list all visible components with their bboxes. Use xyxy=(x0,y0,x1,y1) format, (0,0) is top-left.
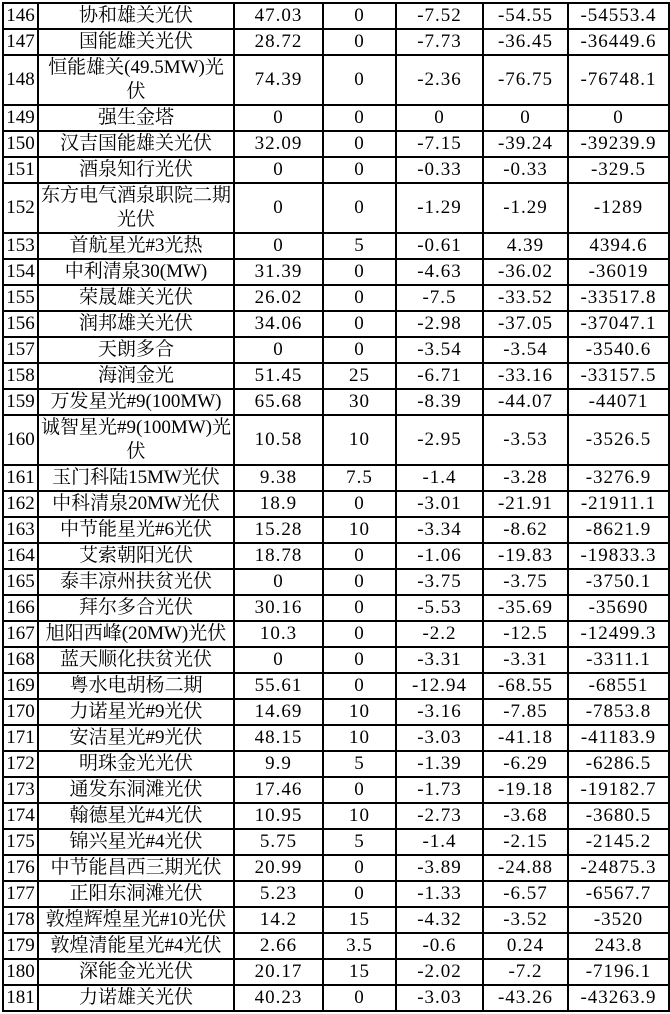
table-body xyxy=(3,3,669,1011)
value-cell: 0 xyxy=(323,285,396,311)
value-cell: -7.5 xyxy=(396,285,483,311)
value-cell: -3.53 xyxy=(483,415,568,465)
value-cell: 0 xyxy=(323,157,396,183)
row-number-cell: 167 xyxy=(3,621,38,647)
value-cell: 17.46 xyxy=(234,777,323,803)
value-cell: 26.02 xyxy=(234,285,323,311)
table-row xyxy=(3,3,669,29)
value-cell: 0 xyxy=(323,55,396,105)
value-cell: 30.16 xyxy=(234,595,323,621)
value-cell: 0 xyxy=(323,259,396,285)
value-cell: 47.03 xyxy=(234,3,323,29)
value-cell: 0 xyxy=(323,183,396,233)
value-cell: -33.16 xyxy=(483,363,568,389)
value-cell: -43.26 xyxy=(483,985,568,1011)
value-cell: 4.39 xyxy=(483,233,568,259)
value-cell: -1.4 xyxy=(396,465,483,491)
value-cell: -3750.1 xyxy=(568,569,669,595)
value-cell: -2.2 xyxy=(396,621,483,647)
table-row xyxy=(3,337,669,363)
value-cell: 0 xyxy=(323,647,396,673)
station-name-cell: 海润金光 xyxy=(38,363,234,389)
row-number-cell: 181 xyxy=(3,985,38,1011)
value-cell: 15.28 xyxy=(234,517,323,543)
table-row xyxy=(3,673,669,699)
station-name-cell: 汉吉国能雄关光伏 xyxy=(38,131,234,157)
value-cell: -6.29 xyxy=(483,751,568,777)
station-name-cell: 明珠金光光伏 xyxy=(38,751,234,777)
value-cell: -68551 xyxy=(568,673,669,699)
value-cell: -1.73 xyxy=(396,777,483,803)
value-cell: -2.36 xyxy=(396,55,483,105)
value-cell: -0.33 xyxy=(396,157,483,183)
table-row xyxy=(3,543,669,569)
value-cell: -36.02 xyxy=(483,259,568,285)
station-name-cell: 力诺星光#9光伏 xyxy=(38,699,234,725)
station-name-cell: 敦煌清能星光#4光伏 xyxy=(38,933,234,959)
value-cell: -1.33 xyxy=(396,881,483,907)
value-cell: 0 xyxy=(234,569,323,595)
value-cell: 0 xyxy=(323,881,396,907)
value-cell: -2.95 xyxy=(396,415,483,465)
value-cell: -19.18 xyxy=(483,777,568,803)
station-name-cell: 润邦雄关光伏 xyxy=(38,311,234,337)
row-number-cell: 178 xyxy=(3,907,38,933)
station-name-cell: 深能金光光伏 xyxy=(38,959,234,985)
value-cell: -3520 xyxy=(568,907,669,933)
value-cell: -76.75 xyxy=(483,55,568,105)
station-name-cell: 通发东洞滩光伏 xyxy=(38,777,234,803)
value-cell: 10 xyxy=(323,517,396,543)
value-cell: -1289 xyxy=(568,183,669,233)
table-row xyxy=(3,183,669,233)
value-cell: 0 xyxy=(234,337,323,363)
value-cell: -1.4 xyxy=(396,829,483,855)
row-number-cell: 176 xyxy=(3,855,38,881)
value-cell: 40.23 xyxy=(234,985,323,1011)
row-number-cell: 146 xyxy=(3,3,38,29)
value-cell: -329.5 xyxy=(568,157,669,183)
station-name-cell: 蓝天顺化扶贫光伏 xyxy=(38,647,234,673)
value-cell: 7.5 xyxy=(323,465,396,491)
value-cell: 0 xyxy=(323,105,396,131)
value-cell: 0 xyxy=(234,105,323,131)
table-row xyxy=(3,751,669,777)
value-cell: -3.89 xyxy=(396,855,483,881)
value-cell: -3.16 xyxy=(396,699,483,725)
value-cell: 0 xyxy=(323,569,396,595)
station-name-cell: 敦煌辉煌星光#10光伏 xyxy=(38,907,234,933)
table-row xyxy=(3,621,669,647)
row-number-cell: 155 xyxy=(3,285,38,311)
value-cell: -36449.6 xyxy=(568,29,669,55)
table-row xyxy=(3,569,669,595)
station-name-cell: 中节能昌西三期光伏 xyxy=(38,855,234,881)
station-name-cell: 翰德星光#4光伏 xyxy=(38,803,234,829)
station-name-cell: 天朗多合 xyxy=(38,337,234,363)
value-cell: -3526.5 xyxy=(568,415,669,465)
value-cell: 9.38 xyxy=(234,465,323,491)
value-cell: -41.18 xyxy=(483,725,568,751)
value-cell: -68.55 xyxy=(483,673,568,699)
value-cell: -33157.5 xyxy=(568,363,669,389)
value-cell: -6.71 xyxy=(396,363,483,389)
row-number-cell: 172 xyxy=(3,751,38,777)
table-row xyxy=(3,363,669,389)
value-cell: 5.75 xyxy=(234,829,323,855)
table-row xyxy=(3,259,669,285)
value-cell: 0.24 xyxy=(483,933,568,959)
station-name-cell: 中节能星光#6光伏 xyxy=(38,517,234,543)
row-number-cell: 153 xyxy=(3,233,38,259)
station-name-cell: 诚智星光#9(100MW)光伏 xyxy=(38,415,234,465)
value-cell: 0 xyxy=(323,311,396,337)
value-cell: -19182.7 xyxy=(568,777,669,803)
row-number-cell: 159 xyxy=(3,389,38,415)
table-row xyxy=(3,105,669,131)
value-cell: 32.09 xyxy=(234,131,323,157)
station-name-cell: 力诺雄关光伏 xyxy=(38,985,234,1011)
row-number-cell: 162 xyxy=(3,491,38,517)
row-number-cell: 166 xyxy=(3,595,38,621)
table-row xyxy=(3,933,669,959)
row-number-cell: 149 xyxy=(3,105,38,131)
value-cell: -21.91 xyxy=(483,491,568,517)
value-cell: 31.39 xyxy=(234,259,323,285)
value-cell: -7853.8 xyxy=(568,699,669,725)
table-row xyxy=(3,907,669,933)
value-cell: -54.55 xyxy=(483,3,568,29)
value-cell: -12.94 xyxy=(396,673,483,699)
value-cell: -1.29 xyxy=(396,183,483,233)
row-number-cell: 177 xyxy=(3,881,38,907)
value-cell: 65.68 xyxy=(234,389,323,415)
value-cell: -7196.1 xyxy=(568,959,669,985)
station-name-cell: 泰丰凉州扶贫光伏 xyxy=(38,569,234,595)
row-number-cell: 150 xyxy=(3,131,38,157)
value-cell: -7.73 xyxy=(396,29,483,55)
value-cell: -7.85 xyxy=(483,699,568,725)
value-cell: -2.02 xyxy=(396,959,483,985)
row-number-cell: 160 xyxy=(3,415,38,465)
row-number-cell: 170 xyxy=(3,699,38,725)
value-cell: -8.62 xyxy=(483,517,568,543)
value-cell: 5.23 xyxy=(234,881,323,907)
value-cell: 0 xyxy=(234,183,323,233)
station-name-cell: 东方电气酒泉职院二期光伏 xyxy=(38,183,234,233)
value-cell: 0 xyxy=(323,491,396,517)
row-number-cell: 168 xyxy=(3,647,38,673)
value-cell: -44071 xyxy=(568,389,669,415)
row-number-cell: 156 xyxy=(3,311,38,337)
value-cell: -3.01 xyxy=(396,491,483,517)
value-cell: -0.33 xyxy=(483,157,568,183)
value-cell: -12.5 xyxy=(483,621,568,647)
value-cell: 0 xyxy=(323,543,396,569)
row-number-cell: 169 xyxy=(3,673,38,699)
value-cell: -76748.1 xyxy=(568,55,669,105)
value-cell: -3680.5 xyxy=(568,803,669,829)
value-cell: 0 xyxy=(323,621,396,647)
value-cell: -3.54 xyxy=(396,337,483,363)
table-row xyxy=(3,699,669,725)
value-cell: 0 xyxy=(323,855,396,881)
value-cell: 10.95 xyxy=(234,803,323,829)
row-number-cell: 161 xyxy=(3,465,38,491)
value-cell: -6567.7 xyxy=(568,881,669,907)
value-cell: 74.39 xyxy=(234,55,323,105)
value-cell: -21911.1 xyxy=(568,491,669,517)
value-cell: -41183.9 xyxy=(568,725,669,751)
table-row xyxy=(3,855,669,881)
table-row xyxy=(3,595,669,621)
value-cell: -8621.9 xyxy=(568,517,669,543)
value-cell: 0 xyxy=(323,673,396,699)
value-cell: -19833.3 xyxy=(568,543,669,569)
table-row xyxy=(3,157,669,183)
value-cell: -3.31 xyxy=(483,647,568,673)
value-cell: -24.88 xyxy=(483,855,568,881)
value-cell: 55.61 xyxy=(234,673,323,699)
value-cell: 3.5 xyxy=(323,933,396,959)
table-row xyxy=(3,389,669,415)
value-cell: -43263.9 xyxy=(568,985,669,1011)
value-cell: -33517.8 xyxy=(568,285,669,311)
value-cell: -1.06 xyxy=(396,543,483,569)
value-cell: -0.61 xyxy=(396,233,483,259)
table-row xyxy=(3,829,669,855)
value-cell: -1.39 xyxy=(396,751,483,777)
value-cell: 243.8 xyxy=(568,933,669,959)
value-cell: -2145.2 xyxy=(568,829,669,855)
value-cell: -3540.6 xyxy=(568,337,669,363)
value-cell: -39.24 xyxy=(483,131,568,157)
value-cell: -7.52 xyxy=(396,3,483,29)
value-cell: -6286.5 xyxy=(568,751,669,777)
value-cell: 18.9 xyxy=(234,491,323,517)
station-name-cell: 艾索朝阳光伏 xyxy=(38,543,234,569)
value-cell: -0.6 xyxy=(396,933,483,959)
value-cell: 14.2 xyxy=(234,907,323,933)
value-cell: -3.52 xyxy=(483,907,568,933)
value-cell: 10 xyxy=(323,725,396,751)
value-cell: 0 xyxy=(483,105,568,131)
value-cell: -3.31 xyxy=(396,647,483,673)
table-row xyxy=(3,959,669,985)
value-cell: -24875.3 xyxy=(568,855,669,881)
value-cell: 0 xyxy=(323,777,396,803)
table-row xyxy=(3,465,669,491)
row-number-cell: 154 xyxy=(3,259,38,285)
value-cell: 5 xyxy=(323,233,396,259)
value-cell: -3.03 xyxy=(396,725,483,751)
station-name-cell: 中科清泉20MW光伏 xyxy=(38,491,234,517)
power-station-table xyxy=(2,2,670,1012)
row-number-cell: 151 xyxy=(3,157,38,183)
station-name-cell: 拜尔多合光伏 xyxy=(38,595,234,621)
value-cell: 5 xyxy=(323,829,396,855)
value-cell: -7.2 xyxy=(483,959,568,985)
value-cell: 14.69 xyxy=(234,699,323,725)
table-row xyxy=(3,985,669,1011)
station-name-cell: 首航星光#3光热 xyxy=(38,233,234,259)
value-cell: 0 xyxy=(323,29,396,55)
value-cell: -3.75 xyxy=(396,569,483,595)
value-cell: -3.68 xyxy=(483,803,568,829)
value-cell: 15 xyxy=(323,907,396,933)
value-cell: -37047.1 xyxy=(568,311,669,337)
row-number-cell: 180 xyxy=(3,959,38,985)
value-cell: 0 xyxy=(234,647,323,673)
table-row xyxy=(3,285,669,311)
row-number-cell: 158 xyxy=(3,363,38,389)
value-cell: -35690 xyxy=(568,595,669,621)
value-cell: -12499.3 xyxy=(568,621,669,647)
value-cell: -4.63 xyxy=(396,259,483,285)
value-cell: 4394.6 xyxy=(568,233,669,259)
value-cell: -37.05 xyxy=(483,311,568,337)
value-cell: 0 xyxy=(568,105,669,131)
value-cell: -33.52 xyxy=(483,285,568,311)
value-cell: 0 xyxy=(234,233,323,259)
value-cell: -3.54 xyxy=(483,337,568,363)
station-name-cell: 粤水电胡杨二期 xyxy=(38,673,234,699)
row-number-cell: 163 xyxy=(3,517,38,543)
value-cell: -7.15 xyxy=(396,131,483,157)
value-cell: 5 xyxy=(323,751,396,777)
station-name-cell: 正阳东洞滩光伏 xyxy=(38,881,234,907)
table-row xyxy=(3,491,669,517)
value-cell: 2.66 xyxy=(234,933,323,959)
value-cell: -3.28 xyxy=(483,465,568,491)
value-cell: 0 xyxy=(323,985,396,1011)
value-cell: -2.73 xyxy=(396,803,483,829)
value-cell: 10 xyxy=(323,415,396,465)
value-cell: -8.39 xyxy=(396,389,483,415)
station-name-cell: 安洁星光#9光伏 xyxy=(38,725,234,751)
table-row xyxy=(3,517,669,543)
table-row xyxy=(3,55,669,105)
value-cell: -5.53 xyxy=(396,595,483,621)
table-row xyxy=(3,29,669,55)
value-cell: 10 xyxy=(323,699,396,725)
table-row xyxy=(3,415,669,465)
row-number-cell: 173 xyxy=(3,777,38,803)
value-cell: 48.15 xyxy=(234,725,323,751)
table-row xyxy=(3,725,669,751)
row-number-cell: 174 xyxy=(3,803,38,829)
value-cell: 51.45 xyxy=(234,363,323,389)
table-row xyxy=(3,803,669,829)
station-name-cell: 强生金塔 xyxy=(38,105,234,131)
value-cell: 10 xyxy=(323,803,396,829)
table-row xyxy=(3,647,669,673)
value-cell: -36019 xyxy=(568,259,669,285)
row-number-cell: 148 xyxy=(3,55,38,105)
value-cell: 20.17 xyxy=(234,959,323,985)
row-number-cell: 175 xyxy=(3,829,38,855)
row-number-cell: 165 xyxy=(3,569,38,595)
row-number-cell: 164 xyxy=(3,543,38,569)
value-cell: 28.72 xyxy=(234,29,323,55)
row-number-cell: 171 xyxy=(3,725,38,751)
value-cell: -3.75 xyxy=(483,569,568,595)
station-name-cell: 玉门科陆15MW光伏 xyxy=(38,465,234,491)
value-cell: -35.69 xyxy=(483,595,568,621)
station-name-cell: 荣晟雄关光伏 xyxy=(38,285,234,311)
value-cell: 25 xyxy=(323,363,396,389)
value-cell: 0 xyxy=(323,131,396,157)
value-cell: -1.29 xyxy=(483,183,568,233)
value-cell: -44.07 xyxy=(483,389,568,415)
value-cell: 0 xyxy=(323,337,396,363)
row-number-cell: 157 xyxy=(3,337,38,363)
value-cell: 18.78 xyxy=(234,543,323,569)
value-cell: -3.03 xyxy=(396,985,483,1011)
table-row xyxy=(3,233,669,259)
station-name-cell: 旭阳西峰(20MW)光伏 xyxy=(38,621,234,647)
row-number-cell: 147 xyxy=(3,29,38,55)
value-cell: -3276.9 xyxy=(568,465,669,491)
table-row xyxy=(3,131,669,157)
station-name-cell: 锦兴星光#4光伏 xyxy=(38,829,234,855)
value-cell: 0 xyxy=(323,3,396,29)
value-cell: 10.58 xyxy=(234,415,323,465)
station-name-cell: 酒泉知行光伏 xyxy=(38,157,234,183)
station-name-cell: 万发星光#9(100MW) xyxy=(38,389,234,415)
value-cell: -2.98 xyxy=(396,311,483,337)
station-name-cell: 恒能雄关(49.5MW)光伏 xyxy=(38,55,234,105)
station-name-cell: 协和雄关光伏 xyxy=(38,3,234,29)
value-cell: 10.3 xyxy=(234,621,323,647)
station-name-cell: 国能雄关光伏 xyxy=(38,29,234,55)
value-cell: 0 xyxy=(323,595,396,621)
value-cell: 9.9 xyxy=(234,751,323,777)
value-cell: 34.06 xyxy=(234,311,323,337)
table-row xyxy=(3,777,669,803)
value-cell: 0 xyxy=(396,105,483,131)
table-row xyxy=(3,311,669,337)
value-cell: -3.34 xyxy=(396,517,483,543)
table-row xyxy=(3,881,669,907)
value-cell: 15 xyxy=(323,959,396,985)
value-cell: 30 xyxy=(323,389,396,415)
value-cell: 0 xyxy=(234,157,323,183)
value-cell: -2.15 xyxy=(483,829,568,855)
row-number-cell: 152 xyxy=(3,183,38,233)
value-cell: 20.99 xyxy=(234,855,323,881)
row-number-cell: 179 xyxy=(3,933,38,959)
value-cell: -6.57 xyxy=(483,881,568,907)
value-cell: -39239.9 xyxy=(568,131,669,157)
value-cell: -4.32 xyxy=(396,907,483,933)
value-cell: -36.45 xyxy=(483,29,568,55)
value-cell: -54553.4 xyxy=(568,3,669,29)
value-cell: -19.83 xyxy=(483,543,568,569)
station-name-cell: 中利清泉30(MW) xyxy=(38,259,234,285)
value-cell: -3311.1 xyxy=(568,647,669,673)
